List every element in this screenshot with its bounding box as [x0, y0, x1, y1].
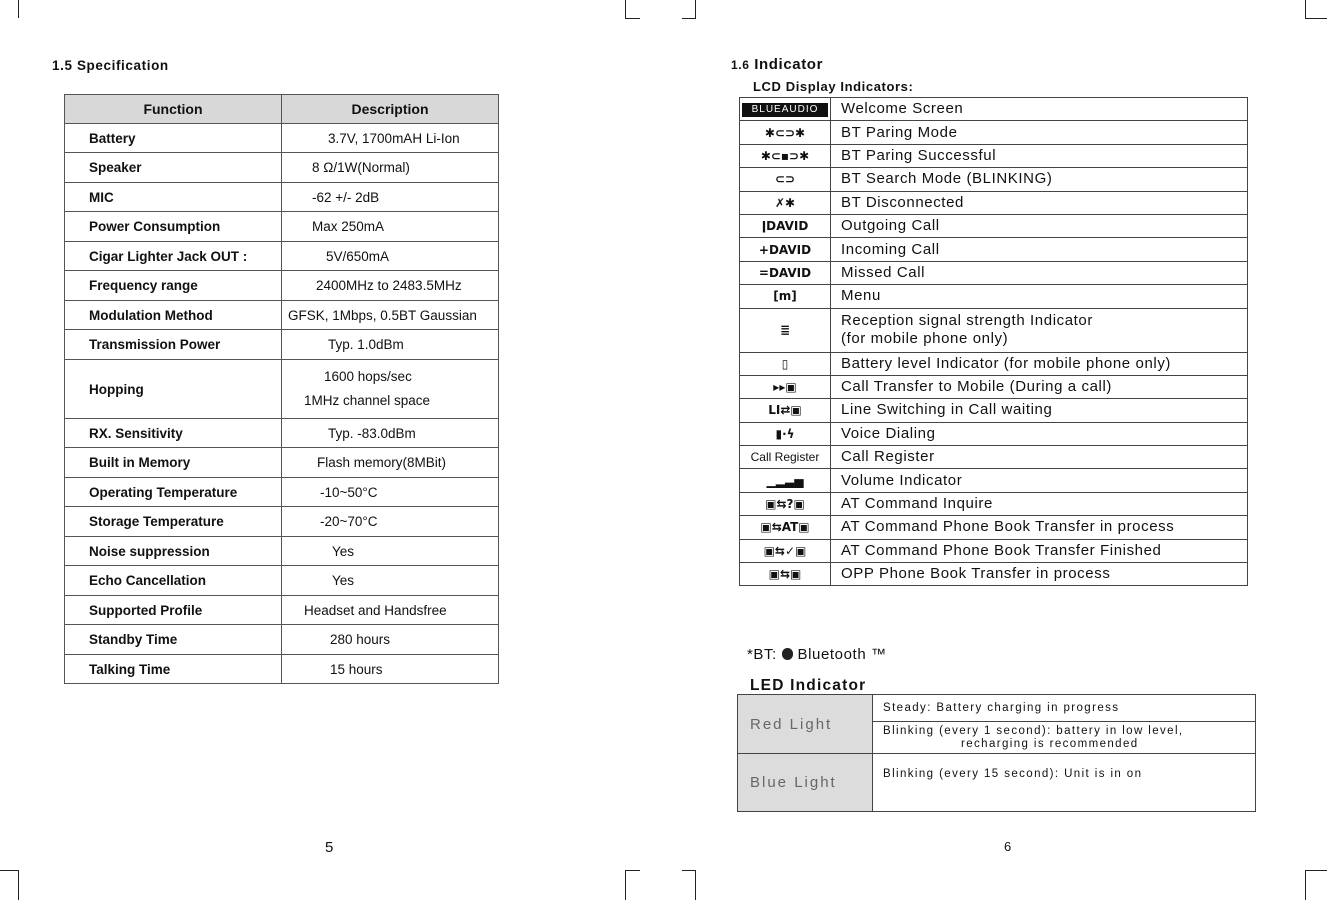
welcome-bar-icon: BLUEAUDIO [740, 98, 831, 121]
led-light-label: Red Light [738, 695, 873, 754]
indicator-label: Menu [831, 285, 1248, 308]
spec-description: Headset and Handsfree [282, 596, 499, 625]
voice-dialing-icon: ▮⋅ϟ [740, 422, 831, 445]
table-row [65, 124, 499, 153]
bt-paring-icon: ✱⊂⊃✱ [740, 121, 831, 144]
led-table [737, 694, 1256, 812]
table-row [65, 625, 499, 655]
bluetooth-note [747, 646, 887, 663]
table-row [740, 399, 1248, 422]
indicator-label: OPP Phone Book Transfer in process [831, 563, 1248, 586]
crop-mark [625, 18, 640, 19]
table-row [65, 271, 499, 301]
spec-description: 2400MHz to 2483.5MHz [282, 271, 499, 301]
spec-table [64, 94, 499, 684]
spec-description: 280 hours [282, 625, 499, 655]
table-row [65, 566, 499, 596]
table-row [740, 214, 1248, 237]
spec-description: 5V/650mA [282, 242, 499, 271]
indicator-label: Call Register [831, 446, 1248, 469]
section-title: Specification [76, 58, 169, 73]
indicator-label: BT Paring Mode [831, 121, 1248, 144]
indicator-label: AT Command Inquire [831, 492, 1248, 515]
spec-function: Frequency range [65, 271, 282, 301]
at-finished-icon: ▣⇆✓▣ [740, 539, 831, 562]
table-row [740, 168, 1248, 191]
table-row [738, 695, 1256, 722]
spec-description: 15 hours [282, 655, 499, 684]
outgoing-call-icon: ǀDAVID [740, 214, 831, 237]
table-row [740, 261, 1248, 284]
header-description: Description [282, 95, 499, 124]
section-number: 1.6 [731, 58, 750, 72]
spec-description: -10~50°C [282, 478, 499, 507]
spec-description: Flash memory(8MBit) [282, 448, 499, 478]
spec-function: Standby Time [65, 625, 282, 655]
table-row [740, 516, 1248, 539]
crop-mark [1305, 18, 1327, 19]
led-light-label: Blue Light [738, 754, 873, 812]
spec-description: 8 Ω/1W(Normal) [282, 153, 499, 183]
spec-description: 3.7V, 1700mAH Li-Ion [282, 124, 499, 153]
crop-mark [695, 0, 696, 18]
opp-transfer-icon: ▣⇆▣ [740, 563, 831, 586]
table-row [65, 183, 499, 212]
bt-note-text: Bluetooth ™ [797, 646, 887, 663]
volume-icon: ▁▂▃▅ [740, 469, 831, 492]
spec-description: Yes [282, 537, 499, 566]
indicator-label: BT Disconnected [831, 191, 1248, 214]
spec-function: Echo Cancellation [65, 566, 282, 596]
spec-function: Speaker [65, 153, 282, 183]
spec-function: Transmission Power [65, 330, 282, 360]
crop-mark [0, 870, 18, 871]
indicator-table [739, 97, 1248, 586]
battery-level-icon: ▯ [740, 352, 831, 375]
spec-function: Hopping [65, 360, 282, 419]
spec-function: Modulation Method [65, 301, 282, 330]
indicator-label: Missed Call [831, 261, 1248, 284]
line-switching-icon: LI⇄▣ [740, 399, 831, 422]
table-row [740, 308, 1248, 352]
spec-description: Yes [282, 566, 499, 596]
bt-paired-icon: ✱⊂▪⊃✱ [740, 144, 831, 167]
indicator-label-line: (for mobile phone only) [841, 330, 1009, 348]
spec-function: Noise suppression [65, 537, 282, 566]
indicator-label: AT Command Phone Book Transfer Finished [831, 539, 1248, 562]
crop-mark [1305, 0, 1306, 18]
header-function: Function [65, 95, 282, 124]
led-heading: LED Indicator [750, 677, 867, 694]
indicator-label-line: Reception signal strength Indicator [841, 312, 1093, 330]
page-number: 5 [325, 839, 334, 856]
spec-description: GFSK, 1Mbps, 0.5BT Gaussian [282, 301, 499, 330]
bt-disconnected-icon: ✗✱ [740, 191, 831, 214]
table-row [740, 563, 1248, 586]
indicator-label: Outgoing Call [831, 214, 1248, 237]
indicator-label: Incoming Call [831, 238, 1248, 261]
led-message-line: Blinking (every 1 second): battery in low level, [883, 724, 1184, 737]
spec-function: Battery [65, 124, 282, 153]
menu-icon: [m] [740, 285, 831, 308]
spec-function: Operating Temperature [65, 478, 282, 507]
crop-mark [625, 870, 640, 871]
crop-mark [682, 18, 696, 19]
table-row [740, 375, 1248, 398]
section-number: 1.5 [52, 58, 73, 73]
indicator-label: Voice Dialing [831, 422, 1248, 445]
spec-function: RX. Sensitivity [65, 419, 282, 448]
spec-description-line: 1MHz channel space [304, 393, 431, 408]
crop-mark [18, 870, 19, 900]
table-row [740, 238, 1248, 261]
crop-mark [1305, 870, 1306, 900]
indicator-label: Volume Indicator [831, 469, 1248, 492]
table-row [740, 98, 1248, 121]
at-transfer-icon: ▣⇆AT▣ [740, 516, 831, 539]
spec-function: Supported Profile [65, 596, 282, 625]
table-row [740, 539, 1248, 562]
crop-mark [1305, 870, 1327, 871]
spec-description: Max 250mA [282, 212, 499, 242]
indicator-label [831, 308, 1248, 352]
led-message: Steady: Battery charging in progress [873, 695, 1256, 722]
indicator-label: BT Paring Successful [831, 144, 1248, 167]
indicator-label: Welcome Screen [831, 98, 1248, 121]
spec-description [282, 360, 499, 419]
spec-description: -20~70°C [282, 507, 499, 537]
table-row [65, 360, 499, 419]
spec-function: Talking Time [65, 655, 282, 684]
table-row [740, 469, 1248, 492]
call-register-icon: Call Register [740, 446, 831, 469]
crop-mark [625, 870, 626, 900]
crop-mark [682, 870, 696, 871]
table-row [65, 655, 499, 684]
table-row [740, 492, 1248, 515]
table-row [65, 212, 499, 242]
spec-description: Typ. -83.0dBm [282, 419, 499, 448]
spec-function: Cigar Lighter Jack OUT : [65, 242, 282, 271]
table-row [65, 478, 499, 507]
table-row [740, 144, 1248, 167]
spec-function: Storage Temperature [65, 507, 282, 537]
spec-function: Power Consumption [65, 212, 282, 242]
bt-note-prefix: *BT: [747, 646, 777, 663]
table-row [65, 507, 499, 537]
led-message [873, 722, 1256, 754]
table-row [65, 537, 499, 566]
table-row [65, 330, 499, 360]
crop-mark [695, 870, 696, 900]
spec-function: MIC [65, 183, 282, 212]
incoming-call-icon: +DAVID [740, 238, 831, 261]
page-number: 6 [1004, 839, 1012, 854]
indicator-label: BT Search Mode (BLINKING) [831, 168, 1248, 191]
signal-strength-icon: ≣ [740, 308, 831, 352]
indicator-label: AT Command Phone Book Transfer in process [831, 516, 1248, 539]
crop-mark [625, 0, 626, 18]
bluetooth-icon [782, 648, 793, 660]
lcd-heading: LCD Display Indicators: [753, 79, 914, 94]
spec-section-title [52, 58, 169, 73]
table-row [740, 191, 1248, 214]
indicator-label: Call Transfer to Mobile (During a call) [831, 375, 1248, 398]
spec-description-line: 1600 hops/sec [324, 369, 412, 384]
bt-search-icon: ⊂⊃ [740, 168, 831, 191]
indicator-label: Line Switching in Call waiting [831, 399, 1248, 422]
table-row [740, 422, 1248, 445]
spec-function: Built in Memory [65, 448, 282, 478]
table-row [738, 754, 1256, 812]
table-row [65, 419, 499, 448]
spec-header-row [65, 95, 499, 124]
at-inquire-icon: ▣⇆?▣ [740, 492, 831, 515]
table-row [65, 153, 499, 183]
spec-description: -62 +/- 2dB [282, 183, 499, 212]
spec-description: Typ. 1.0dBm [282, 330, 499, 360]
section-title: Indicator [754, 56, 824, 73]
table-row [740, 285, 1248, 308]
indicator-section-title [731, 56, 823, 73]
indicator-label: Battery level Indicator (for mobile phone only) [831, 352, 1248, 375]
led-message-line: recharging is recommended [961, 737, 1139, 750]
table-row [65, 242, 499, 271]
missed-call-icon: =DAVID [740, 261, 831, 284]
table-row [740, 121, 1248, 144]
table-row [740, 446, 1248, 469]
table-row [65, 448, 499, 478]
led-message: Blinking (every 15 second): Unit is in on [873, 754, 1256, 812]
crop-mark [18, 0, 19, 18]
table-row [65, 301, 499, 330]
table-row [740, 352, 1248, 375]
call-transfer-icon: ▸▸▣ [740, 375, 831, 398]
table-row [65, 596, 499, 625]
